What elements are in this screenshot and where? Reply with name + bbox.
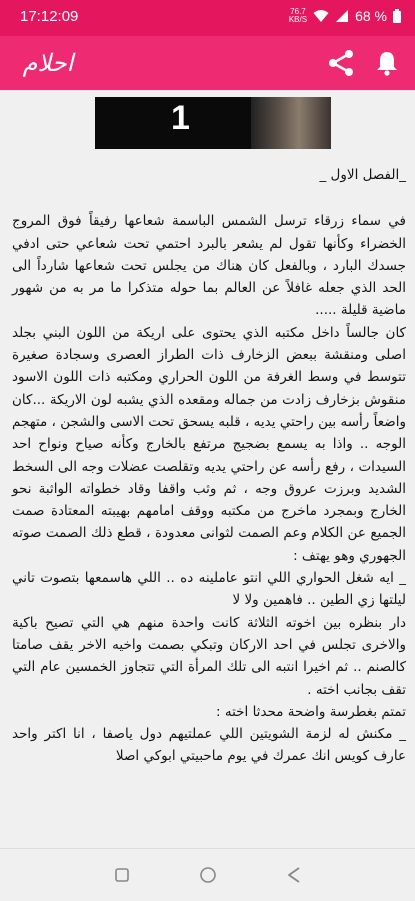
chapter-content — [12, 164, 406, 768]
paragraph: دار بنظره بين اخوته الثلاثة كانت واحدة منهم هي التي تصيح باكية والاخرى تجلس في احد الاركان وتبكي بصمت واخيه الاخر يقف صامتا كالصنم .. ثم اخيرا انتبه الى تلك المرأة التي تتجاوز الخمسين عام التي تقف بجانب اخته . — [12, 614, 406, 698]
battery-level: 68 % — [355, 8, 387, 24]
chapter-title: _الفصل الاول _ — [319, 167, 406, 183]
back-button[interactable] — [282, 863, 306, 887]
back-icon — [286, 866, 302, 884]
system-nav-bar — [0, 848, 415, 901]
chapter-number: 1 — [171, 99, 190, 137]
banner-photo — [251, 97, 331, 149]
paragraph: _ ايه شغل الحواري اللي انتو عاملينه ده .. اللي هاسمعها بتصوت تاني ليلتها زي الطين .. فاهمين ولا لا — [12, 570, 406, 609]
paragraph: في سماء زرقاء ترسل الشمس الباسمة شعاعها رفيقاً فوق المروج الخضراء وكأنها تقول لم يشعر بالبرد احتمي تحت شعاعي حتى ادفي جسدك البارد ، وبالفعل كان هناك من يجلس تحت شعاعها شارداً الى الحد الذي جعله غافلاً عن العالم بما حوله متذكرا ما مر به من شهور ماضية قليلة ..... — [12, 213, 406, 319]
paragraph: تمتم بغطرسة واضحة محدثا اخته : — [216, 703, 406, 720]
status-time: 17:12:09 — [20, 8, 79, 25]
paragraph: كان جالساً داخل مكتبه الذي يحتوى على اريكة من اللون البني بجلد اصلى ومنقشة ببعض الزخارف ذات الطراز العصرى وسجادة صغيرة تتوسط في وسط الغرفة من اللون الحراري ومكتبه ذات اللون الاسود منقوش بزخارف زادت من جماله ومقعده الذي يشبه لون الاريكة ...كان واضعاً رأسه بين راحتي يديه ، قلبه يسحق تحت الاسى والشجن ، متهجم الوجه .. واذا به يسمع بضجيج مرتفع بالخارج وكأنه صياح ونواح احد السيدات ، رفع رأسه عن راحتي يديه وتقلصت عضلات وجه الى السخط الشديد وبرزت عروق وجه ، ثم وثب واقفا وقاد خطواته الواثبة نحو الخارج وبمجرد ماخرج من مكتبه ووقف امامهم بهيبته المعتادة صمت الجميع عن الكلام وعم الصمت لثوانى معدودة ، قطع ذلك الصمت صوته الجهوري وهو يهتف : — [12, 324, 406, 564]
share-icon — [328, 49, 354, 77]
recents-icon — [114, 867, 130, 883]
notifications-button[interactable] — [368, 44, 406, 82]
status-indicators — [289, 8, 401, 24]
wifi-icon — [313, 9, 329, 23]
signal-icon — [335, 9, 349, 23]
chapter-banner — [95, 97, 331, 149]
app-logo: احلام — [22, 49, 74, 77]
bell-icon — [376, 50, 398, 76]
paragraph: _ مكنش له لزمة الشويتين اللي عملتيهم دول ياصفا ، انا اكتر واحد عارف كويس انك عمرك في يوم ماحبيتي ابوكي اصلا — [12, 726, 406, 765]
share-button[interactable] — [322, 44, 360, 82]
home-icon — [199, 866, 217, 884]
network-speed: 76.7 KB/S — [288, 7, 308, 24]
status-bar — [0, 0, 415, 36]
battery-icon — [393, 9, 401, 23]
recents-button[interactable] — [110, 863, 134, 887]
home-button[interactable] — [196, 863, 220, 887]
